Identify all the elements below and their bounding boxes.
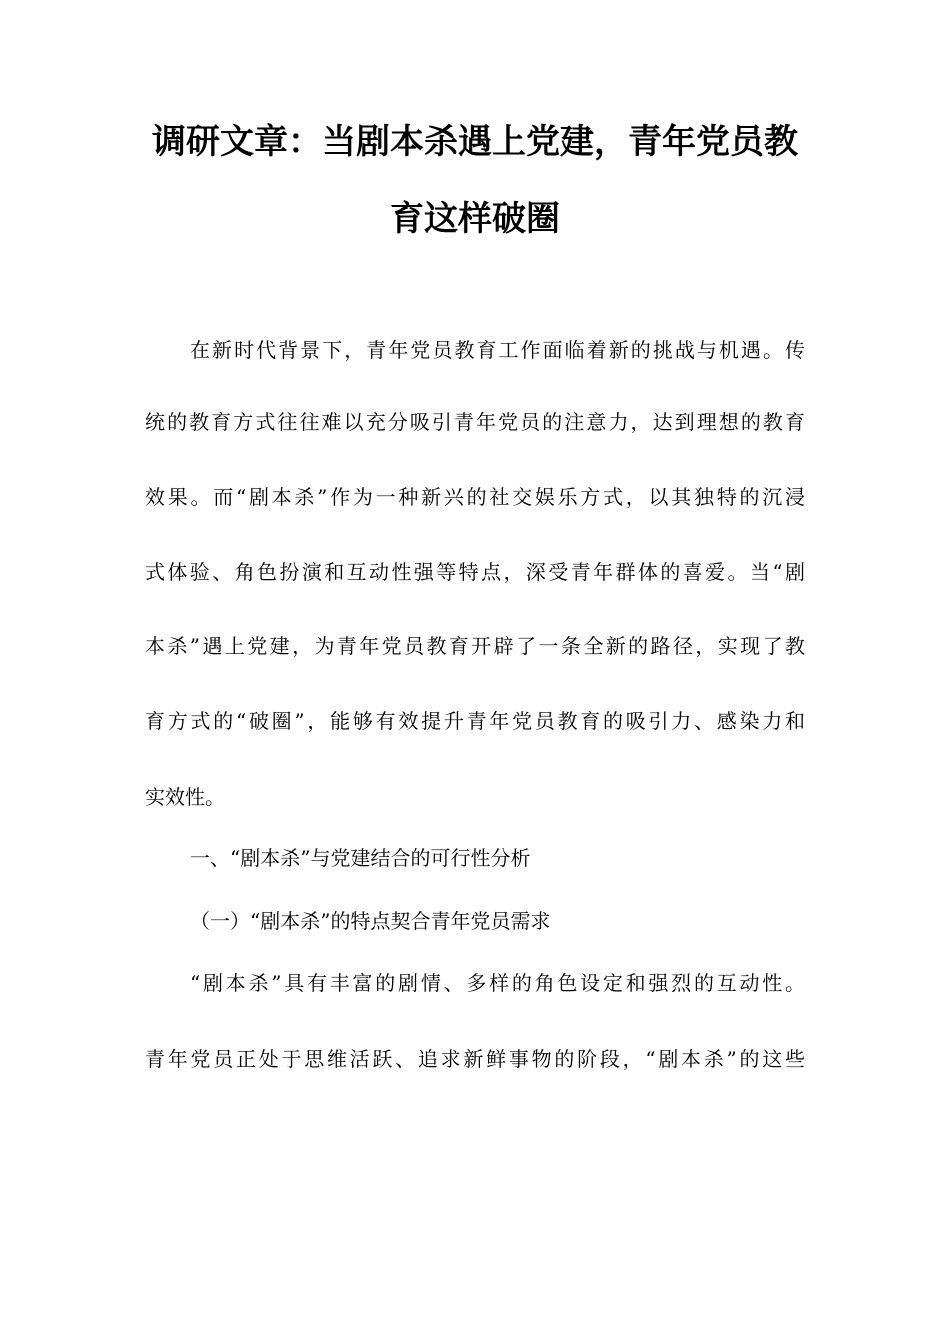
document-title-line-2: 育这样破圈 (390, 199, 560, 239)
subsection-heading: （一）“剧本杀”的特点契合青年党员需求 (190, 909, 551, 933)
paragraph-line: 统的教育方式往往难以充分吸引青年党员的注意力，达到理想的教育 (145, 410, 805, 434)
paragraph-line: 本杀”遇上党建，为青年党员教育开辟了一条全新的路径，实现了教 (145, 634, 805, 658)
paragraph-line: 育方式的“破圈”，能够有效提升青年党员教育的吸引力、感染力和 (145, 709, 805, 733)
paragraph-line: 式体验、角色扮演和互动性强等特点，深受青年群体的喜爱。当“剧 (145, 560, 805, 584)
paragraph-line: “剧本杀”具有丰富的剧情、多样的角色设定和强烈的互动性。 (190, 971, 805, 995)
section-heading: 一、“剧本杀”与党建结合的可行性分析 (190, 846, 531, 870)
paragraph-line: 效果。而“剧本杀”作为一种新兴的社交娱乐方式，以其独特的沉浸 (145, 485, 805, 509)
paragraph-line: 在新时代背景下，青年党员教育工作面临着新的挑战与机遇。传 (190, 338, 805, 362)
paragraph-line: 青年党员正处于思维活跃、追求新鲜事物的阶段，“剧本杀”的这些 (145, 1047, 805, 1071)
document-title-line-1: 调研文章：当剧本杀遇上党建，青年党员教 (152, 122, 798, 162)
paragraph-line: 实效性。 (145, 785, 225, 809)
